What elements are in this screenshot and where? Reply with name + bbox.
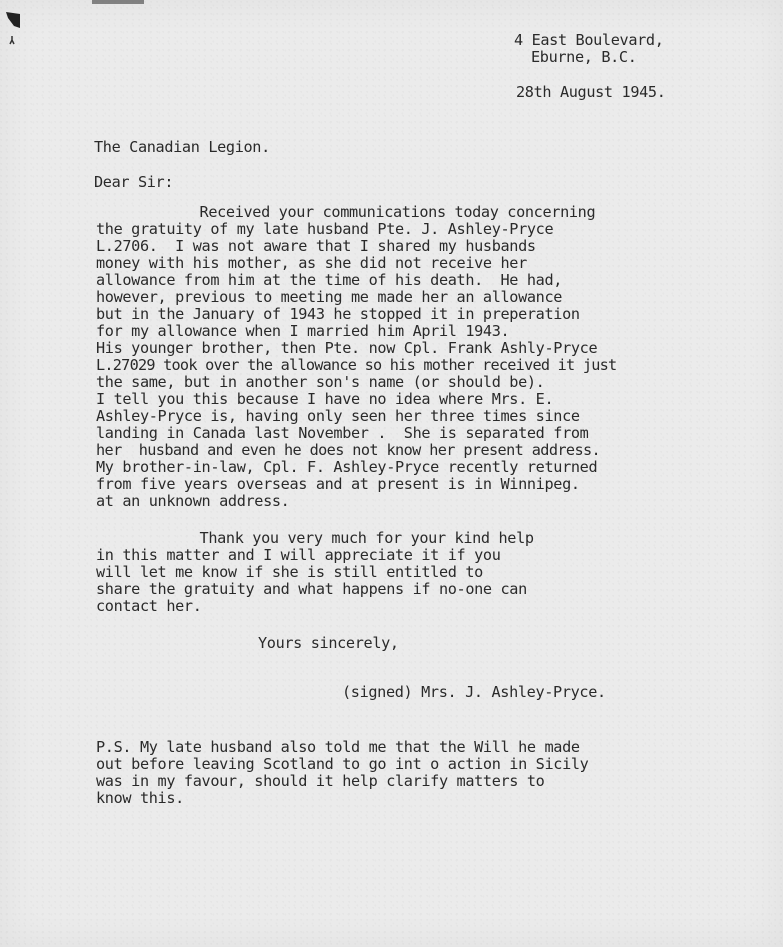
- text-line: know this.: [96, 789, 184, 807]
- text-line: the same, but in another son's name (or should be).: [96, 373, 545, 391]
- signature-line: (signed) Mrs. J. Ashley-Pryce.: [342, 683, 606, 701]
- text-line: her husband and even he does not know her present address.: [96, 441, 601, 459]
- text-line: allowance from him at the time of his death. He had,: [96, 271, 563, 289]
- scan-edge-mark: [92, 0, 144, 4]
- text-line: in this matter and I will appreciate it if you: [96, 546, 501, 564]
- text-line: share the gratuity and what happens if no-one can: [96, 580, 527, 598]
- text-line: out before leaving Scotland to go int o action in Sicily: [96, 755, 589, 773]
- text-line: at an unknown address.: [96, 492, 290, 510]
- address-line-2: Eburne, B.C.: [531, 48, 637, 66]
- text-line: however, previous to meeting me made her an allowance: [96, 288, 563, 306]
- salutation: Dear Sir:: [94, 173, 174, 191]
- recipient: The Canadian Legion.: [94, 138, 270, 156]
- text-line: from five years overseas and at present is in Winnipeg.: [96, 475, 580, 493]
- text-line: Received your communications today concerning: [94, 203, 596, 221]
- text-line: L.27029 took over the allowance so his mother received it just: [96, 356, 617, 374]
- address-line-1: 4 East Boulevard,: [514, 31, 664, 49]
- text-line: will let me know if she is still entitled to: [96, 563, 483, 581]
- text-line: My brother-in-law, Cpl. F. Ashley-Pryce recently returned: [96, 458, 598, 476]
- text-line: but in the January of 1943 he stopped it in preperation: [96, 305, 580, 323]
- closing: Yours sincerely,: [258, 634, 399, 652]
- text-line: His younger brother, then Pte. now Cpl. Frank Ashly-Pryce: [96, 339, 598, 357]
- text-line: money with his mother, as she did not receive her: [96, 254, 527, 272]
- text-line: contact her.: [96, 597, 202, 615]
- text-line: I tell you this because I have no idea where Mrs. E.: [96, 390, 554, 408]
- letter-date: 28th August 1945.: [516, 83, 666, 101]
- text-line: was in my favour, should it help clarify matters to: [96, 772, 545, 790]
- text-line: L.2706. I was not aware that I shared my husbands: [96, 237, 536, 255]
- staple-mark-icon: [2, 6, 22, 46]
- text-line: landing in Canada last November . She is separated from: [96, 424, 589, 442]
- text-line: the gratuity of my late husband Pte. J. Ashley-Pryce: [96, 220, 554, 238]
- text-line: Ashley-Pryce is, having only seen her three times since: [96, 407, 580, 425]
- text-line: for my allowance when I married him April 1943.: [96, 322, 510, 340]
- text-line: P.S. My late husband also told me that the Will he made: [96, 738, 580, 756]
- text-line: Thank you very much for your kind help: [94, 529, 534, 547]
